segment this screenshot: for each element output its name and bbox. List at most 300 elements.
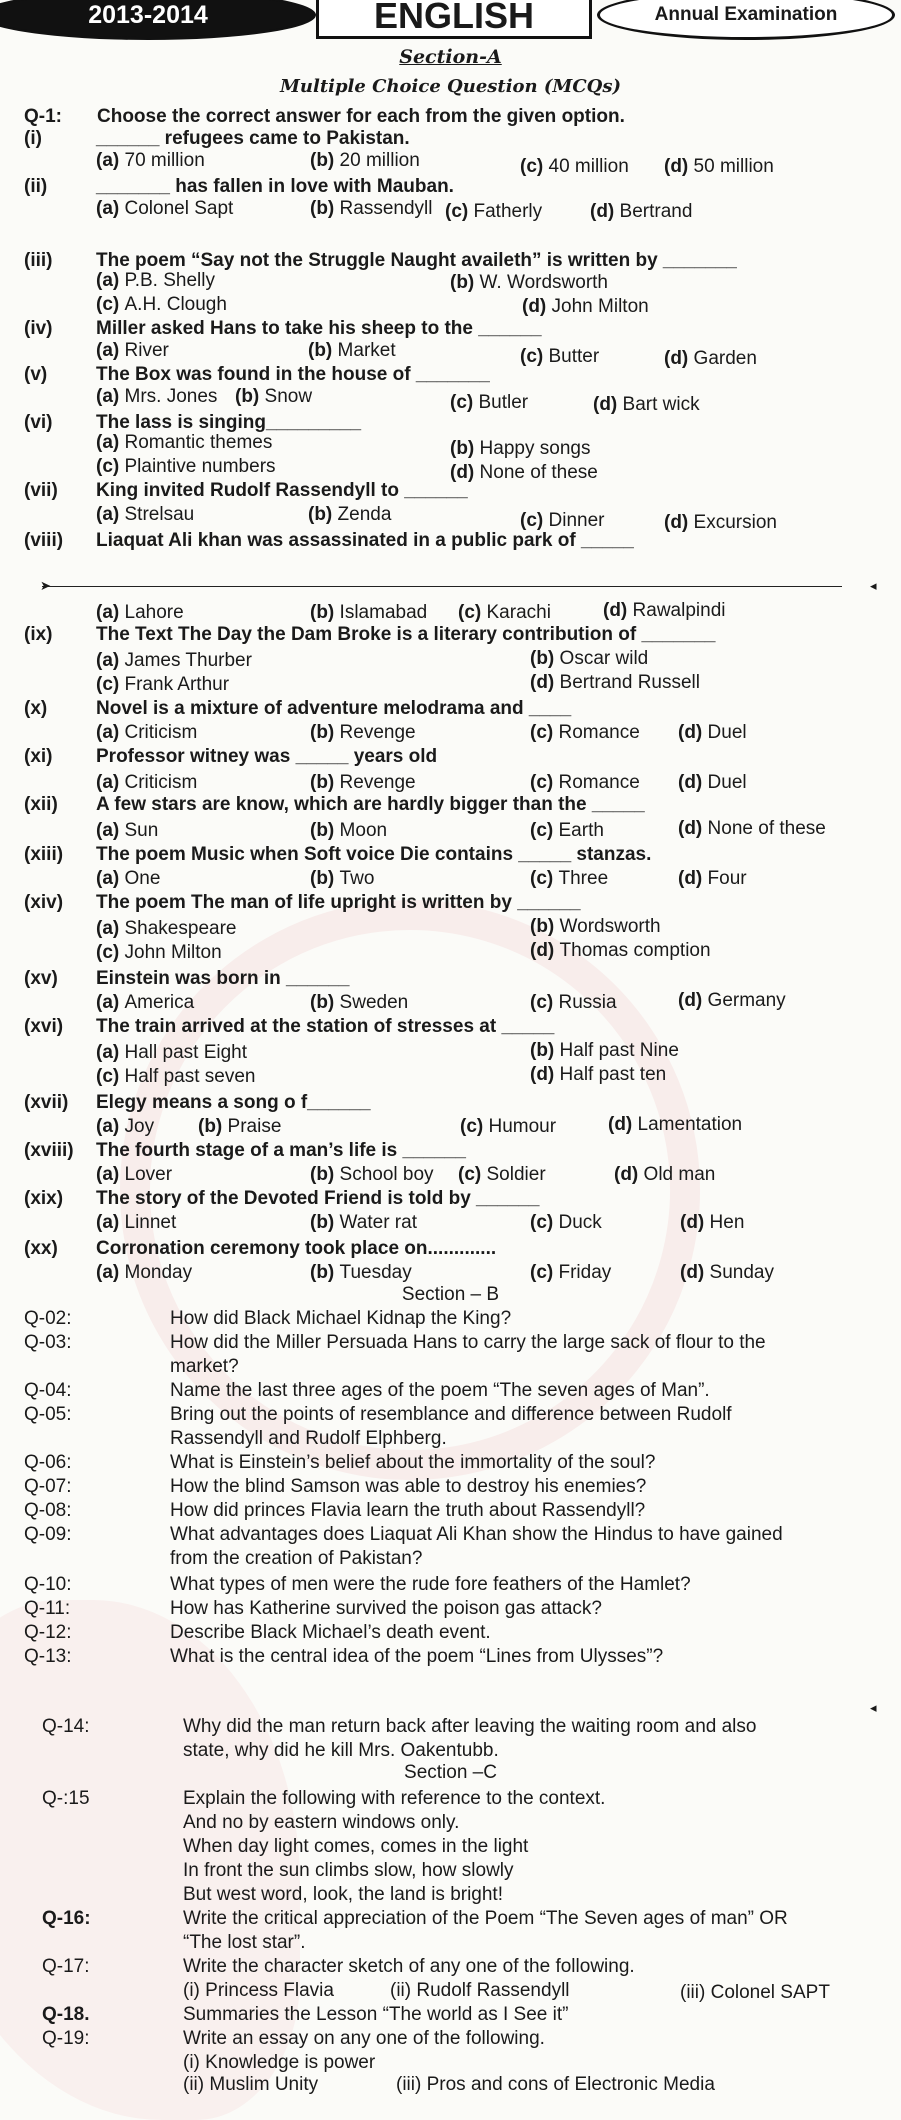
option-text: Duck <box>558 1212 602 1233</box>
answer-option <box>96 198 233 220</box>
question-text: In front the sun climbs slow, how slowly <box>183 1860 514 1881</box>
question-number: Q-12: <box>24 1622 72 1643</box>
answer-option <box>96 504 194 526</box>
option-letter: (c) <box>96 294 125 315</box>
option-text: Old man <box>643 1164 716 1185</box>
option-text: (i) Princess Flavia <box>183 1980 334 2001</box>
answer-option <box>310 602 427 624</box>
question-text: The lass is singing_________ <box>96 412 362 433</box>
answer-option <box>608 1114 742 1136</box>
option-letter: (b) <box>310 198 340 219</box>
question-text: Write an essay on any one of the following. <box>183 2028 545 2049</box>
question-number: Q-07: <box>24 1476 72 1497</box>
question-number: (vi) <box>24 412 53 433</box>
option-letter: (a) <box>96 150 125 171</box>
question-text: How did Black Michael Kidnap the King? <box>170 1308 512 1329</box>
option-letter: (b) <box>450 438 480 459</box>
option-letter: (d) <box>664 348 694 369</box>
question-text: What is Einstein’s belief about the immortality of the soul? <box>170 1452 656 1473</box>
question-number: Q-04: <box>24 1380 72 1401</box>
option-letter: (d) <box>664 512 694 533</box>
answer-option <box>614 1164 715 1186</box>
answer-option <box>96 294 227 316</box>
answer-option <box>458 1164 546 1186</box>
answer-option <box>520 156 629 178</box>
option-text: A.H. Clough <box>124 294 227 315</box>
option-text: Lamentation <box>637 1114 743 1135</box>
question-text: Rassendyll and Rudolf Elphberg. <box>170 1428 447 1449</box>
answer-option <box>96 270 215 292</box>
option-letter: (d) <box>678 722 708 743</box>
question-number: Q-03: <box>24 1332 72 1353</box>
option-letter: (a) <box>96 602 125 623</box>
question-number: Q-:15 <box>42 1788 90 1809</box>
answer-option <box>680 1212 744 1234</box>
option-text: Tuesday <box>339 1262 412 1283</box>
answer-option <box>96 1116 154 1138</box>
option-text: James Thurber <box>124 650 252 671</box>
question-text: The story of the Devoted Friend is told by ______ <box>96 1188 540 1209</box>
question-number: (iv) <box>24 318 53 339</box>
answer-option <box>96 1212 176 1234</box>
option-text: Duel <box>707 772 747 793</box>
option-letter: (d) <box>530 672 560 693</box>
answer-option <box>310 150 420 172</box>
question-text: “The lost star”. <box>183 1932 306 1953</box>
option-text: Three <box>558 868 609 889</box>
option-text: P.B. Shelly <box>124 270 215 291</box>
answer-option <box>450 438 590 460</box>
option-text: Plaintive numbers <box>124 456 276 477</box>
answer-option <box>310 820 387 842</box>
question-number: (ix) <box>24 624 53 645</box>
question-text: The Box was found in the house of _______ <box>96 364 490 385</box>
question-text: Why did the man return back after leaving the waiting room and also <box>183 1716 757 1737</box>
answer-option <box>96 1164 172 1186</box>
answer-option <box>603 600 726 622</box>
option-text: (iii) Pros and cons of Electronic Media <box>396 2074 715 2095</box>
option-letter: (c) <box>530 1212 559 1233</box>
question-text: Choose the correct answer for each from the given option. <box>97 106 625 127</box>
question-number: Q-1: <box>24 106 62 127</box>
option-text: Monday <box>124 1262 193 1283</box>
question-text: How did the Miller Persuada Hans to carry the large sack of flour to the <box>170 1332 766 1353</box>
option-letter: (d) <box>522 296 552 317</box>
question-number: (iii) <box>24 250 53 271</box>
option-text: Strelsau <box>124 504 195 525</box>
question-text: _______ has fallen in love with Mauban. <box>96 176 454 197</box>
option-text: Hen <box>709 1212 745 1233</box>
answer-option <box>460 1116 556 1138</box>
option-letter: (c) <box>530 820 559 841</box>
answer-option <box>530 1212 602 1234</box>
arrow-icon: ◂ <box>870 1700 877 1715</box>
option-letter: (a) <box>96 1212 125 1233</box>
option-letter: (b) <box>530 648 560 669</box>
option-text: Zenda <box>337 504 392 525</box>
answer-option <box>530 722 640 744</box>
option-text: Oscar wild <box>559 648 649 669</box>
answer-option <box>198 1116 281 1138</box>
option-text: Bertrand <box>619 201 693 222</box>
question-number: (xx) <box>24 1238 58 1259</box>
option-text: Butter <box>548 346 600 367</box>
question-text: The train arrived at the station of stresses at _____ <box>96 1016 555 1037</box>
option-text: Half past seven <box>124 1066 256 1087</box>
answer-option <box>310 198 432 220</box>
option-letter: (b) <box>308 340 338 361</box>
option-letter: (a) <box>96 1116 125 1137</box>
answer-option <box>530 772 640 794</box>
option-text: Criticism <box>124 722 198 743</box>
option-letter: (d) <box>590 201 620 222</box>
option-letter: (c) <box>460 1116 489 1137</box>
answer-option <box>664 156 774 178</box>
option-letter: (b) <box>310 772 340 793</box>
option-letter: (d) <box>530 940 560 961</box>
option-text: (ii) Rudolf Rassendyll <box>390 1980 570 2001</box>
question-number: Q-10: <box>24 1574 72 1595</box>
option-letter: (a) <box>96 386 125 407</box>
option-letter: (b) <box>310 602 340 623</box>
option-letter: (c) <box>530 1262 559 1283</box>
answer-option <box>96 1042 247 1064</box>
option-letter: (d) <box>678 818 708 839</box>
divider-line <box>42 586 842 587</box>
option-text: Germany <box>707 990 786 1011</box>
answer-option <box>680 1262 774 1284</box>
question-number: Q-16: <box>42 1908 91 1929</box>
question-text: Summaries the Lesson “The world as I See it” <box>183 2004 569 2025</box>
option-text: Romance <box>558 772 640 793</box>
option-text: 70 million <box>124 150 205 171</box>
answer-option <box>530 1040 679 1062</box>
option-letter: (a) <box>96 1262 125 1283</box>
option-text: River <box>124 340 169 361</box>
question-text: Describe Black Michael’s death event. <box>170 1622 491 1643</box>
question-text: market? <box>170 1356 239 1377</box>
option-text: Butler <box>478 392 529 413</box>
question-text: The poem “Say not the Struggle Naught availeth” is written by _______ <box>96 250 737 271</box>
arrow-icon: ➤ <box>40 578 51 593</box>
option-letter: (b) <box>310 868 340 889</box>
option-text: Karachi <box>486 602 551 623</box>
option-text: Snow <box>264 386 313 407</box>
answer-option <box>590 201 692 223</box>
question-number: (xvii) <box>24 1092 69 1113</box>
answer-option <box>530 648 648 670</box>
option-text: Islamabad <box>339 602 428 623</box>
answer-option <box>96 674 229 696</box>
option-letter: (b) <box>530 1040 560 1061</box>
option-letter: (a) <box>96 198 125 219</box>
option-text: (ii) Muslim Unity <box>183 2074 319 2095</box>
option-text: None of these <box>707 818 826 839</box>
option-letter: (b) <box>310 1164 340 1185</box>
question-number: (v) <box>24 364 48 385</box>
question-number: Q-13: <box>24 1646 72 1667</box>
answer-option <box>310 992 408 1014</box>
option-text: Lover <box>124 1164 173 1185</box>
option-text: 50 million <box>693 156 774 177</box>
answer-option <box>96 942 222 964</box>
option-text: Wordsworth <box>559 916 661 937</box>
option-letter: (b) <box>310 722 340 743</box>
option-letter: (c) <box>530 868 559 889</box>
answer-option <box>96 722 197 744</box>
option-letter: (b) <box>310 1262 340 1283</box>
option-letter: (a) <box>96 432 125 453</box>
answer-option <box>458 602 551 624</box>
option-letter: (a) <box>96 722 125 743</box>
option-text: Linnet <box>124 1212 177 1233</box>
answer-option <box>96 432 272 454</box>
option-letter: (a) <box>96 504 125 525</box>
option-text: Criticism <box>124 772 198 793</box>
option-letter: (c) <box>96 674 125 695</box>
option-text: (iii) Colonel SAPT <box>680 1982 830 2003</box>
question-number: (xviii) <box>24 1140 74 1161</box>
answer-option <box>96 150 205 172</box>
answer-option <box>678 818 826 840</box>
answer-option <box>310 722 416 744</box>
option-letter: (c) <box>520 510 549 531</box>
question-text: The poem The man of life upright is written by ______ <box>96 892 581 913</box>
answer-option <box>310 1212 417 1234</box>
question-number: Q-09: <box>24 1524 72 1545</box>
question-text: Write the critical appreciation of the Poem “The Seven ages of man” OR <box>183 1908 788 1929</box>
answer-option <box>96 1066 255 1088</box>
option-letter: (b) <box>310 992 340 1013</box>
question-number: (xvi) <box>24 1016 64 1037</box>
answer-option <box>593 394 700 416</box>
question-text: A few stars are know, which are hardly bigger than the _____ <box>96 794 645 815</box>
option-text: Sweden <box>339 992 409 1013</box>
question-number: (vii) <box>24 480 58 501</box>
answer-option <box>678 772 747 794</box>
answer-option <box>96 1262 192 1284</box>
question-number: Q-02: <box>24 1308 72 1329</box>
option-letter: (d) <box>614 1164 644 1185</box>
question-text: from the creation of Pakistan? <box>170 1548 423 1569</box>
exam-header <box>0 0 901 40</box>
option-letter: (a) <box>96 868 125 889</box>
question-text: state, why did he kill Mrs. Oakentubb. <box>183 1740 499 1761</box>
option-text: Colonel Sapt <box>124 198 234 219</box>
question-number: Q-19: <box>42 2028 90 2049</box>
option-letter: (c) <box>530 772 559 793</box>
question-text: The poem Music when Soft voice Die contains _____ stanzas. <box>96 844 652 865</box>
section-a-title: Section-A <box>399 46 502 68</box>
question-text: And no by eastern windows only. <box>183 1812 460 1833</box>
option-letter: (a) <box>96 992 125 1013</box>
option-letter: (c) <box>458 1164 487 1185</box>
option-text: Friday <box>558 1262 612 1283</box>
answer-option <box>450 462 598 484</box>
option-text: Bart wick <box>622 394 700 415</box>
answer-option <box>522 296 649 318</box>
question-text: How has Katherine survived the poison gas attack? <box>170 1598 602 1619</box>
option-text: Thomas comption <box>559 940 711 961</box>
option-letter: (b) <box>530 916 560 937</box>
option-text: Joy <box>124 1116 155 1137</box>
option-letter: (a) <box>96 270 125 291</box>
option-letter: (b) <box>235 386 265 407</box>
question-text: King invited Rudolf Rassendyll to ______ <box>96 480 468 501</box>
question-number: (xi) <box>24 746 53 767</box>
answer-option <box>678 990 786 1012</box>
question-number: Q-14: <box>42 1716 90 1737</box>
question-text: But west word, look, the land is bright! <box>183 1884 503 1905</box>
answer-option <box>678 722 747 744</box>
question-text: Elegy means a song o f______ <box>96 1092 371 1113</box>
arrow-icon: ◂ <box>870 578 877 593</box>
option-text: Excursion <box>693 512 777 533</box>
question-text: How did princes Flavia learn the truth about Rassendyll? <box>170 1500 646 1521</box>
question-number: (xv) <box>24 968 58 989</box>
option-letter: (d) <box>530 1064 560 1085</box>
answer-option <box>96 386 217 408</box>
option-letter: (d) <box>680 1262 710 1283</box>
answer-option <box>96 992 194 1014</box>
question-number: (x) <box>24 698 48 719</box>
option-text: Duel <box>707 722 747 743</box>
option-text: Half past ten <box>559 1064 667 1085</box>
option-letter: (d) <box>603 600 633 621</box>
question-number: Q-05: <box>24 1404 72 1425</box>
answer-option <box>530 868 608 890</box>
answer-option <box>530 916 661 938</box>
option-text: Russia <box>558 992 617 1013</box>
option-letter: (b) <box>310 1212 340 1233</box>
option-text: Moon <box>339 820 388 841</box>
option-text: Romance <box>558 722 640 743</box>
option-letter: (d) <box>678 990 708 1011</box>
option-letter: (b) <box>308 504 338 525</box>
answer-option <box>678 868 747 890</box>
option-letter: (a) <box>96 650 125 671</box>
section-a-subtitle: Multiple Choice Question (MCQs) <box>279 76 622 97</box>
option-letter: (a) <box>96 820 125 841</box>
option-text: Soldier <box>486 1164 546 1185</box>
option-text: 20 million <box>339 150 420 171</box>
answer-option <box>96 650 252 672</box>
option-letter: (d) <box>450 462 480 483</box>
option-text: Hall past Eight <box>124 1042 248 1063</box>
question-text: Einstein was born in ______ <box>96 968 350 989</box>
answer-option <box>664 348 757 370</box>
option-letter: (b) <box>310 820 340 841</box>
question-text: Corronation ceremony took place on............. <box>96 1238 497 1259</box>
question-number: (i) <box>24 128 42 149</box>
answer-option <box>96 602 184 624</box>
option-text: Frank Arthur <box>124 674 230 695</box>
answer-option <box>530 940 711 962</box>
answer-option <box>310 1164 434 1186</box>
option-text: Water rat <box>339 1212 417 1233</box>
option-text: Sunday <box>709 1262 774 1283</box>
option-text: John Milton <box>551 296 649 317</box>
option-letter: (a) <box>96 772 125 793</box>
option-text: One <box>124 868 161 889</box>
question-text: Professor witney was _____ years old <box>96 746 438 767</box>
option-text: Rawalpindi <box>632 600 726 621</box>
option-text: John Milton <box>124 942 222 963</box>
question-number: Q-06: <box>24 1452 72 1473</box>
question-number: Q-08: <box>24 1500 72 1521</box>
option-letter: (b) <box>450 272 480 293</box>
option-letter: (b) <box>310 150 340 171</box>
option-text: W. Wordsworth <box>479 272 609 293</box>
option-text: Revenge <box>339 772 416 793</box>
option-text: Dinner <box>548 510 605 531</box>
option-text: Happy songs <box>479 438 591 459</box>
option-text: Sun <box>124 820 159 841</box>
option-letter: (c) <box>450 392 479 413</box>
exam-badge: Annual Examination <box>597 0 895 40</box>
option-text: Shakespeare <box>124 918 237 939</box>
option-text: 40 million <box>548 156 629 177</box>
question-number: (viii) <box>24 530 64 551</box>
question-text: Write the character sketch of any one of the following. <box>183 1956 635 1977</box>
option-text: Market <box>337 340 396 361</box>
option-text: Four <box>707 868 747 889</box>
answer-option <box>96 340 169 362</box>
option-text: Humour <box>488 1116 557 1137</box>
option-text: Bertrand Russell <box>559 672 700 693</box>
question-number: (xix) <box>24 1188 64 1209</box>
question-text: What types of men were the rude fore feathers of the Hamlet? <box>170 1574 691 1595</box>
question-text: ______ refugees came to Pakistan. <box>96 128 410 149</box>
option-letter: (c) <box>530 992 559 1013</box>
option-letter: (d) <box>664 156 694 177</box>
answer-option <box>520 346 599 368</box>
option-text: (i) Knowledge is power <box>183 2052 376 2073</box>
option-text: Lahore <box>124 602 184 623</box>
option-text: Half past Nine <box>559 1040 679 1061</box>
option-letter: (d) <box>680 1212 710 1233</box>
question-text: What is the central idea of the poem “Lines from Ulysses”? <box>170 1646 664 1667</box>
question-text: Liaquat Ali khan was assassinated in a public park of _____ <box>96 530 634 551</box>
option-letter: (a) <box>96 1042 125 1063</box>
option-letter: (c) <box>458 602 487 623</box>
option-text: Mrs. Jones <box>124 386 218 407</box>
option-letter: (c) <box>96 942 125 963</box>
question-number: Q-11: <box>24 1598 71 1619</box>
answer-option <box>530 1064 666 1086</box>
question-text: Explain the following with reference to the context. <box>183 1788 606 1809</box>
option-letter: (d) <box>593 394 623 415</box>
option-text: Fatherly <box>473 201 543 222</box>
option-letter: (a) <box>96 918 125 939</box>
option-letter: (c) <box>530 722 559 743</box>
option-text: America <box>124 992 195 1013</box>
question-number: (xiii) <box>24 844 64 865</box>
section-c-title: Section –C <box>404 1762 497 1783</box>
option-text: Revenge <box>339 722 416 743</box>
option-letter: (c) <box>520 346 549 367</box>
year-badge: 2013-2014 <box>0 0 316 40</box>
question-text: When day light comes, comes in the light <box>183 1836 529 1857</box>
answer-option <box>450 272 608 294</box>
question-number: (ii) <box>24 176 48 197</box>
option-text: Praise <box>227 1116 282 1137</box>
answer-option <box>520 510 604 532</box>
answer-option <box>308 340 396 362</box>
option-letter: (c) <box>520 156 549 177</box>
subject-title: ENGLISH <box>316 0 592 39</box>
option-letter: (a) <box>96 1164 125 1185</box>
